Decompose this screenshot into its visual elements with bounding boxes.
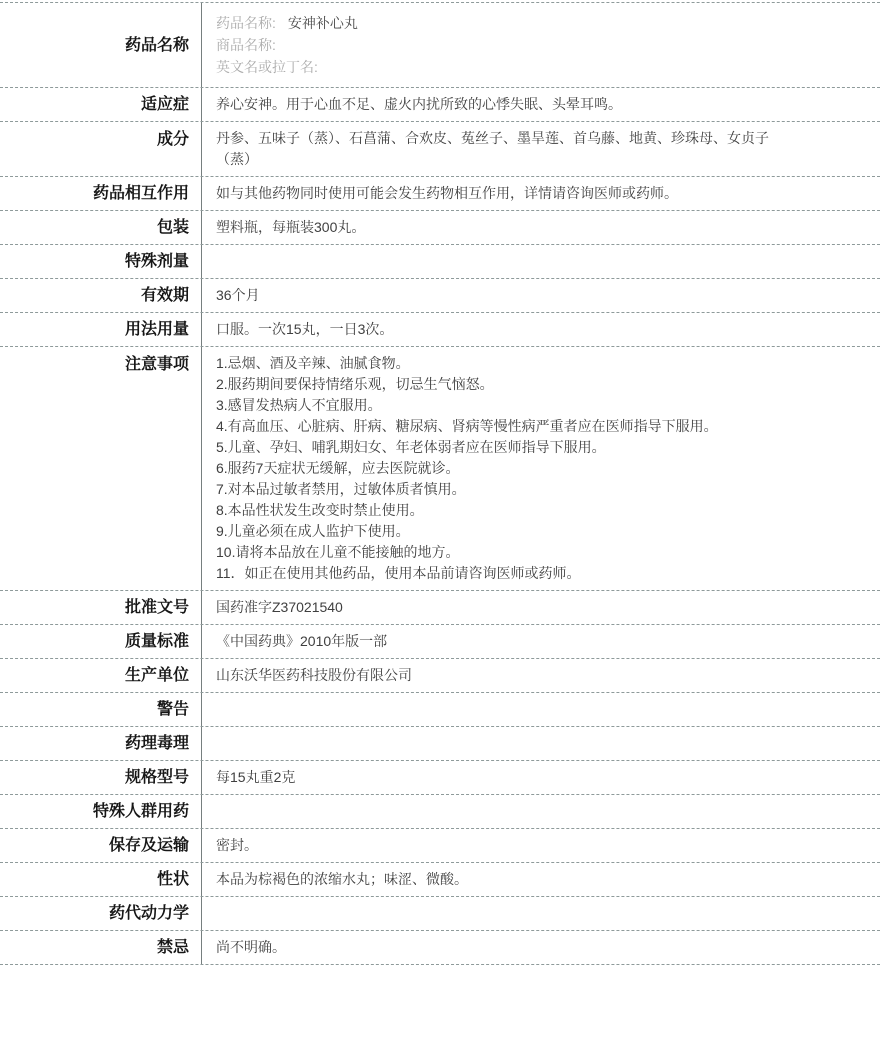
row-special-population xyxy=(0,795,880,829)
row-approval-number xyxy=(0,591,880,625)
row-label-pharmacology-toxicology: 药理毒理 xyxy=(0,727,202,760)
row-label-storage-transport: 保存及运输 xyxy=(0,829,202,862)
row-contraindications xyxy=(0,931,880,965)
row-quality-standard xyxy=(0,625,880,659)
row-manufacturer xyxy=(0,659,880,693)
row-pharmacology-toxicology xyxy=(0,727,880,761)
row-value-warning xyxy=(202,693,880,726)
row-label-pharmacokinetics: 药代动力学 xyxy=(0,897,202,930)
row-label-indications: 适应症 xyxy=(0,88,202,121)
row-value-manufacturer: 山东沃华医药科技股份有限公司 xyxy=(216,667,412,683)
row-value-pharmacokinetics xyxy=(202,897,880,930)
latin-name-prefix: 英文名或拉丁名: xyxy=(216,59,318,75)
row-value-description: 本品为棕褐色的浓缩水丸；味涩、微酸。 xyxy=(216,871,468,887)
row-value-approval-number: 国药准字Z37021540 xyxy=(216,599,343,615)
precaution-item: 11．如正在使用其他药品，使用本品前请咨询医师或药师。 xyxy=(216,565,581,581)
row-value-indications: 养心安神。用于心血不足、虚火内扰所致的心悸失眠、头晕耳鸣。 xyxy=(216,96,622,112)
row-label-shelf-life: 有效期 xyxy=(0,279,202,312)
precaution-item: 5.儿童、孕妇、哺乳期妇女、年老体弱者应在医师指导下服用。 xyxy=(216,439,606,455)
row-value-storage-transport: 密封。 xyxy=(216,837,258,853)
precaution-item: 6.服药7天症状无缓解，应去医院就诊。 xyxy=(216,460,460,476)
drug-name-value: 安神补心丸 xyxy=(287,15,358,31)
row-packaging xyxy=(0,211,880,245)
row-dosage-usage xyxy=(0,313,880,347)
row-warning xyxy=(0,693,880,727)
precaution-item: 2.服药期间要保持情绪乐观，切忌生气恼怒。 xyxy=(216,376,494,392)
row-shelf-life xyxy=(0,279,880,313)
row-value-drug-interactions: 如与其他药物同时使用可能会发生药物相互作用，详情请咨询医师或药师。 xyxy=(216,185,678,201)
row-label-quality-standard: 质量标准 xyxy=(0,625,202,658)
row-label-special-population: 特殊人群用药 xyxy=(0,795,202,828)
row-storage-transport xyxy=(0,829,880,863)
row-value-specification: 每15丸重2克 xyxy=(216,769,296,785)
row-label-contraindications: 禁忌 xyxy=(0,931,202,964)
row-value-special-population xyxy=(202,795,880,828)
row-label-specification: 规格型号 xyxy=(0,761,202,794)
latin-name-line xyxy=(216,56,358,78)
precaution-item: 10.请将本品放在儿童不能接触的地方。 xyxy=(216,544,460,560)
precaution-item: 3.感冒发热病人不宜服用。 xyxy=(216,397,382,413)
row-drug-name xyxy=(0,3,880,88)
row-label-approval-number: 批准文号 xyxy=(0,591,202,624)
row-value-dosage-usage: 口服。一次15丸，一日3次。 xyxy=(216,321,394,337)
row-label-precautions: 注意事项 xyxy=(0,347,202,590)
row-label-ingredients: 成分 xyxy=(0,122,202,176)
row-label-manufacturer: 生产单位 xyxy=(0,659,202,692)
row-value-quality-standard: 《中国药典》2010年版一部 xyxy=(216,633,388,649)
row-ingredients xyxy=(0,122,880,177)
row-label-description: 性状 xyxy=(0,863,202,896)
row-label-drug-name: 药品名称 xyxy=(0,3,202,87)
row-value-contraindications: 尚不明确。 xyxy=(216,939,286,955)
row-value-packaging: 塑料瓶，每瓶装300丸。 xyxy=(216,219,366,235)
row-indications xyxy=(0,88,880,122)
precaution-item: 7.对本品过敏者禁用，过敏体质者慎用。 xyxy=(216,481,466,497)
row-special-dosage xyxy=(0,245,880,279)
precaution-item: 9.儿童必须在成人监护下使用。 xyxy=(216,523,410,539)
row-label-special-dosage: 特殊剂量 xyxy=(0,245,202,278)
row-value-precautions xyxy=(202,347,880,590)
row-specification xyxy=(0,761,880,795)
drug-name-line xyxy=(216,12,358,34)
precaution-item: 8.本品性状发生改变时禁止使用。 xyxy=(216,502,424,518)
drug-info-table xyxy=(0,2,880,965)
trade-name-prefix: 商品名称: xyxy=(216,37,276,53)
row-drug-interactions xyxy=(0,177,880,211)
row-value-drug-name xyxy=(202,3,880,87)
row-label-drug-interactions: 药品相互作用 xyxy=(0,177,202,210)
row-label-warning: 警告 xyxy=(0,693,202,726)
drug-name-prefix: 药品名称: xyxy=(216,15,276,31)
row-label-dosage-usage: 用法用量 xyxy=(0,313,202,346)
row-label-packaging: 包装 xyxy=(0,211,202,244)
trade-name-line xyxy=(216,34,358,56)
row-value-pharmacology-toxicology xyxy=(202,727,880,760)
row-value-shelf-life: 36个月 xyxy=(216,287,260,303)
row-description xyxy=(0,863,880,897)
row-pharmacokinetics xyxy=(0,897,880,931)
row-value-ingredients: 丹参、五味子（蒸）、石菖蒲、合欢皮、菟丝子、墨旱莲、首乌藤、地黄、珍珠母、女贞子（蒸） xyxy=(216,130,769,167)
row-value-special-dosage xyxy=(202,245,880,278)
precaution-item: 1.忌烟、酒及辛辣、油腻食物。 xyxy=(216,355,410,371)
precaution-item: 4.有高血压、心脏病、肝病、糖尿病、肾病等慢性病严重者应在医师指导下服用。 xyxy=(216,418,718,434)
row-precautions xyxy=(0,347,880,591)
